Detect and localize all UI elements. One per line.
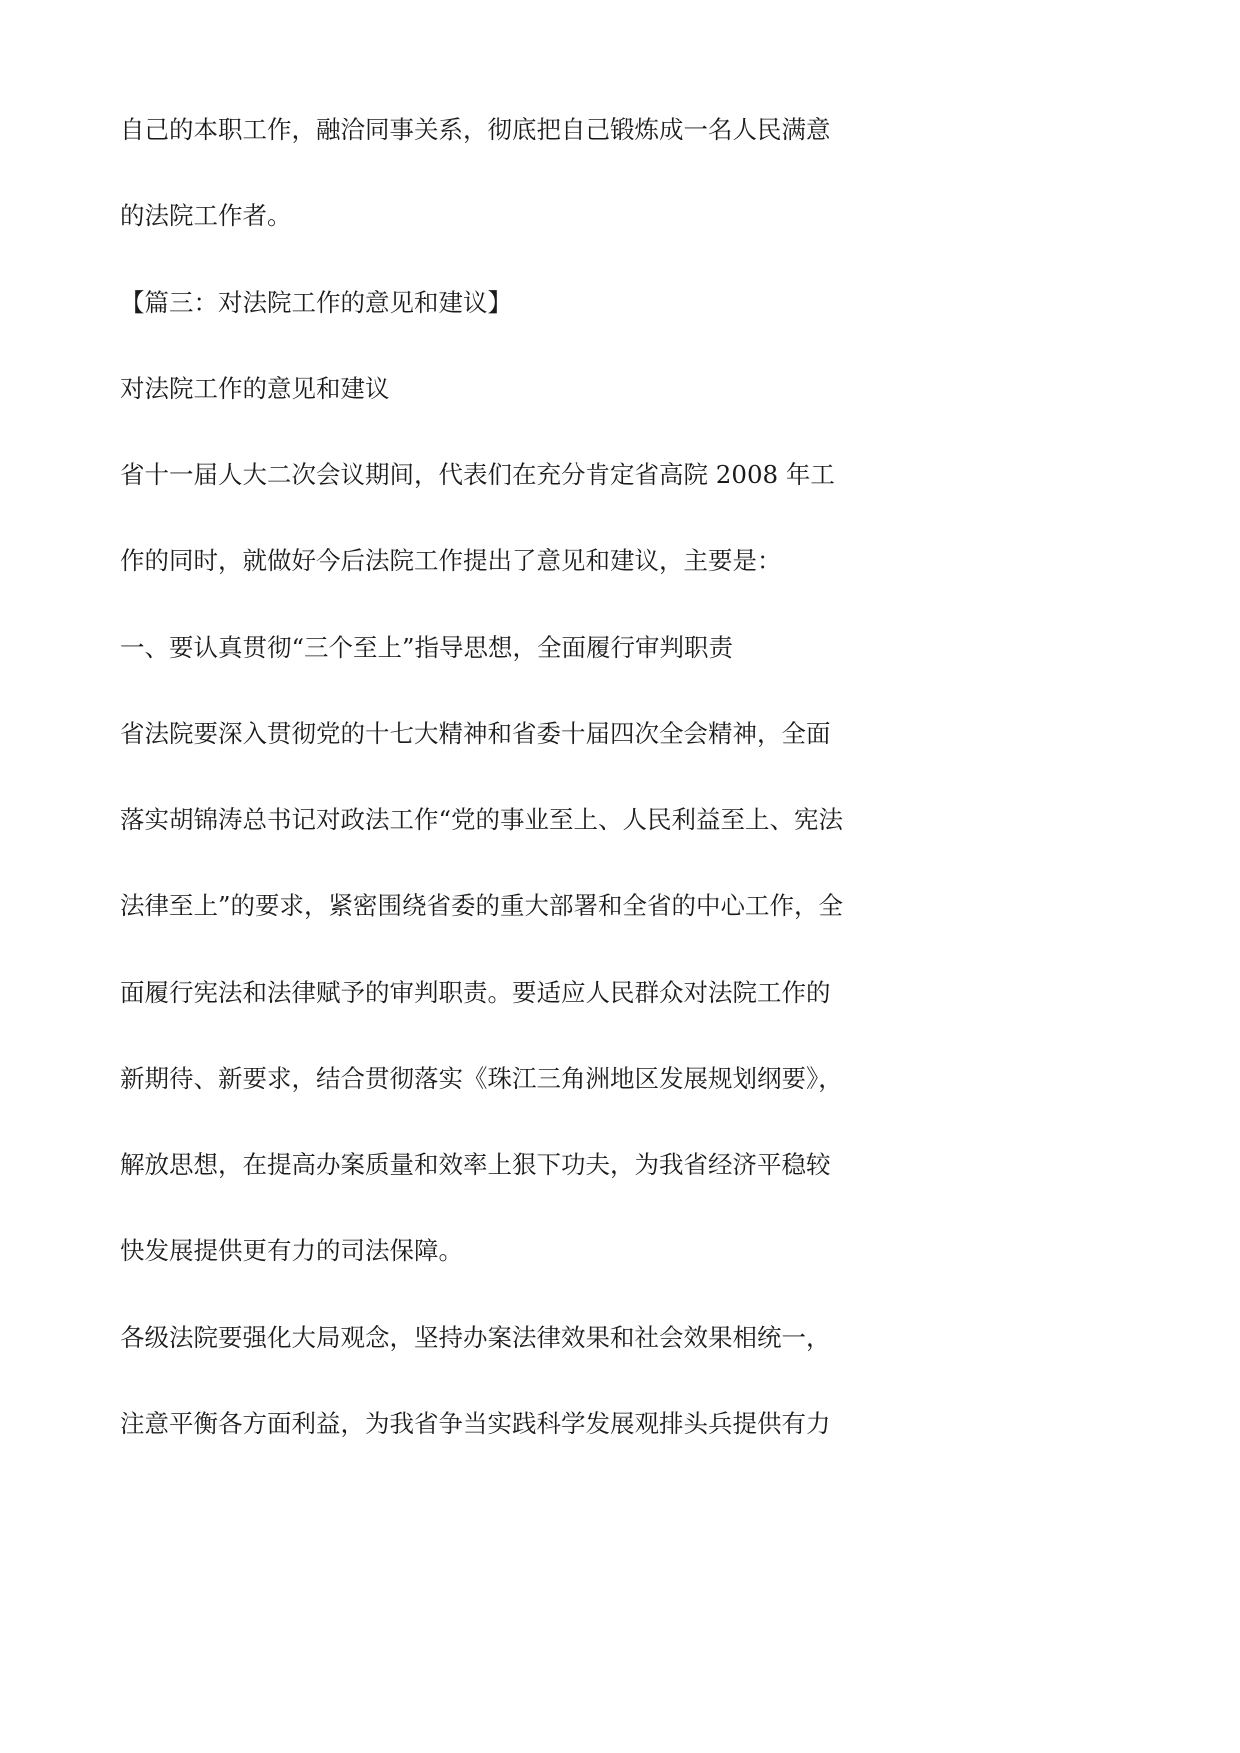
text-line: 的法院工作者。: [120, 201, 292, 230]
text-line: 省法院要深入贯彻党的十七大精神和省委十届四次全会精神，全面: [120, 719, 831, 748]
section-heading: 【篇三：对法院工作的意见和建议】: [120, 288, 512, 317]
text-line: 省十一届人大二次会议期间，代表们在充分肯定省高院 2008 年工: [120, 460, 835, 489]
subsection-heading: 一、要认真贯彻“三个至上”指导思想，全面履行审判职责: [120, 633, 734, 662]
text-line: 面履行宪法和法律赋予的审判职责。要适应人民群众对法院工作的: [120, 978, 831, 1007]
text-line: 法律至上”的要求，紧密围绕省委的重大部署和全省的中心工作，全: [120, 891, 844, 920]
text-line: 各级法院要强化大局观念，坚持办案法律效果和社会效果相统一，: [120, 1323, 831, 1352]
text-line: 新期待、新要求，结合贯彻落实《珠江三角洲地区发展规划纲要》，: [120, 1064, 843, 1093]
text-line: 自己的本职工作，融洽同事关系，彻底把自己锻炼成一名人民满意: [120, 115, 831, 144]
text-line: 快发展提供更有力的司法保障。: [120, 1236, 463, 1265]
article-title: 对法院工作的意见和建议: [120, 374, 390, 403]
text-line: 作的同时，就做好今后法院工作提出了意见和建议，主要是：: [120, 546, 782, 575]
text-line: 注意平衡各方面利益，为我省争当实践科学发展观排头兵提供有力: [120, 1409, 831, 1438]
text-line: 解放思想，在提高办案质量和效率上狠下功夫，为我省经济平稳较: [120, 1150, 831, 1179]
text-line: 落实胡锦涛总书记对政法工作“党的事业至上、人民利益至上、宪法: [120, 805, 844, 834]
